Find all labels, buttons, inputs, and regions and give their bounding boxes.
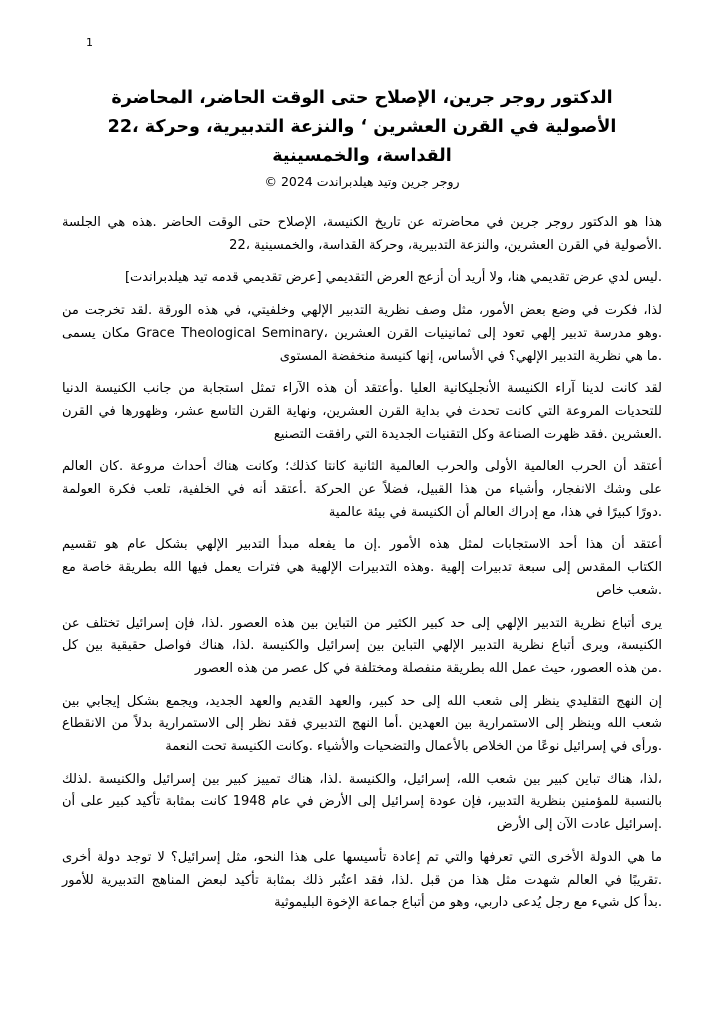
paragraph-line: الكنيسة، ويرى أتباع نظرية التدبير الإلهي التباين بين إسرائيل والكنيسة .لذا، هناك فواصل حقيقية بين كل [62, 638, 662, 654]
body-text [62, 212, 662, 915]
title-line: الأصولية في القرن العشرين ‘ والنزعة التدبيرية، وحركة ،22 [107, 117, 617, 137]
paragraph-line: .ليس لدي عرض تقديمي هنا، ولا أريد أن أزعج العرض التقديمي [عرض تقديمي قدمه تيد هيلدبراندت] [124, 270, 662, 286]
paragraph-line: لقد كانت لدينا آراء الكنيسة الأنجليكانية العليا .وأعتقد أن هذه الآراء تمثل استجابة من جانب الكنيسة الدنيا [62, 381, 662, 397]
paragraph-line: .الأصولية في القرن العشرين، والنزعة التدبيرية، وحركة القداسة، والخمسينية ،22 [229, 237, 662, 253]
paragraph-line: .العشرين .فقد ظهرت الصناعة وكل التقنيات الجديدة التي رافقت التصنيع [273, 426, 662, 442]
paragraph-line: .بدأ كل شيء مع رجل يُدعى داربي، وهو من أتباع جماعة الإخوة البليموثية [274, 895, 662, 911]
paragraph [62, 691, 662, 759]
paragraph-line: يرى أتباع نظرية التدبير الإلهي إلى حد كبير الكثير من التباين بين هذه العصور .لذا، فإن إسرائيل تختلف عن [62, 615, 662, 631]
paragraph-line: .شعب خاص [596, 582, 662, 598]
paragraph [62, 300, 662, 368]
paragraph [62, 847, 662, 915]
paragraph-line: .إسرائيل عادت الآن إلى الأرض [496, 817, 662, 833]
paragraph-line: بالنسبة للمؤمنين بنظرية التدبير، فإن عودة إسرائيل إلى الأرض في عام 1948 كانت بمثابة تأكيد كبير على أن [62, 794, 662, 810]
paragraph [62, 212, 662, 257]
paragraph-line: ما هي الدولة الأخرى التي تعرفها والتي تم إعادة تأسيسها على هذا النحو، مثل إسرائيل؟ لا توجد دولة أخرى [62, 849, 662, 865]
paragraph-line: على وشك الانفجار، وأشياء من هذا القبيل، فضلاً عن الحركة .أعتقد أنه في الخلفية، تلعب فكرة العولمة [62, 482, 662, 498]
paragraph-line: .من هذه العصور، حيث عمل الله بطريقة منفصلة ومختلفة في كل عصر من هذه العصور [194, 660, 662, 676]
paragraph [62, 534, 662, 602]
paragraph-line: هذا هو الدكتور روجر جرين في محاضرته عن تاريخ الكنيسة، الإصلاح حتى الوقت الحاضر .هذه هي الجلسة [62, 215, 662, 230]
paragraph-line: لذا، فكرت في وضع بعض الأمور، مثل وصف نظرية التدبير الإلهي وخلفيتي، في هذه الورقة .لقد تخرجت من [62, 303, 662, 319]
paragraph [62, 378, 662, 446]
paragraph-line: .وهو مدرسة تدبير إلهي تعود إلى ثمانينيات القرن العشرين ،Grace Theological Seminary مكان يسمى [62, 325, 662, 341]
document-title [62, 84, 662, 171]
page-number: 1 [86, 36, 93, 49]
title-line: الدكتور روجر جرين، الإصلاح حتى الوقت الحاضر، المحاضرة [111, 88, 613, 108]
paragraph [62, 267, 662, 290]
byline-copyright: روجر جرين وتيد هيلدبراندت 2024 © [264, 174, 460, 189]
paragraph-line: للتحديات المروعة التي كانت تحدث في بداية القرن العشرين، ونهاية القرن التاسع عشر، وظهورها في القرن [62, 403, 662, 419]
paragraph [62, 613, 662, 681]
paragraph-line: شعب الله وينظر إلى الاستمرارية بين العهدين .أما النهج التدبيري فقد نظر إلى الاستمرارية بدلاً من الانقطاع [62, 716, 662, 732]
paragraph-line: .دورًا كبيرًا في هذا، مع إدراك العالم أن الكنيسة في بيئة عالمية [328, 504, 662, 520]
paragraph-line: الكتاب المقدس إلى سبعة تدبيرات إلهية .وهذه التدبيرات الإلهية هي فترات يعمل فيها الله بطريقة خاصة مع [62, 560, 662, 576]
paragraph-line: أعتقد أن الحرب العالمية الأولى والحرب العالمية الثانية كانتا كذلك؛ وكانت هناك أحداث مروعة .كان العالم [62, 459, 662, 475]
paragraph-line: .ما هي نظرية التدبير الإلهي؟ في الأساس، إنها كنيسة منخفضة المستوى [279, 348, 662, 364]
paragraph-line: أعتقد أن هذا أحد الاستجابات لمثل هذه الأمور .إن ما يفعله مبدأ التدبير الإلهي بشكل عام هو تقسيم [62, 537, 662, 553]
title-line: القداسة، والخمسينية [272, 146, 452, 166]
paragraph [62, 456, 662, 524]
paragraph-line: .تقريبًا في العالم شهدت مثل هذا من قبل .لذا، فقد اعتُبر ذلك بمثابة تأكيد لبعض المناهج التدبيرية للأمور [62, 872, 662, 888]
paragraph-line: ،لذا، هناك تباين كبير بين شعب الله، إسرائيل، والكنيسة .لذا، هناك تمييز كبير بين إسرائيل والكنيسة .لذلك [62, 771, 662, 787]
paragraph-line: إن النهج التقليدي ينظر إلى شعب الله إلى حد كبير، والعهد القديم والعهد الجديد، ويجمع بشكل إيجابي بين [62, 693, 662, 709]
paragraph-line: .ورأى في إسرائيل نوعًا من الخلاص بالأعمال والتضحيات والأشياء .وكانت الكنيسة تحت النعمة [165, 739, 662, 755]
paragraph [62, 769, 662, 837]
